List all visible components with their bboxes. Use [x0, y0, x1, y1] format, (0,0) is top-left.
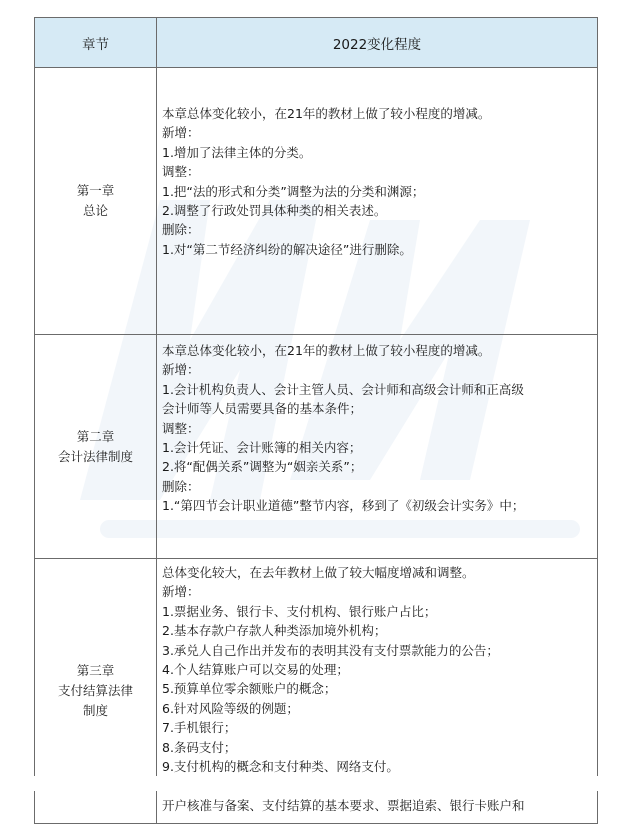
content-line: 本章总体变化较小，在21年的教材上做了较小程度的增减。: [162, 106, 491, 121]
content-line: 9.支付机构的概念和支付种类、网络支付。: [162, 759, 399, 775]
content-line: 调整：: [162, 164, 200, 180]
chapter-number: 第二章: [76, 428, 115, 444]
content-line: 7.手机银行；: [162, 720, 237, 736]
content-line: 1.对“第二节经济纠纷的解决途径”进行删除。: [162, 241, 412, 257]
changes-table: [34, 17, 598, 824]
content-line: 8.条码支付；: [162, 739, 237, 755]
chapter-cell: [35, 68, 157, 335]
content-line: 调整：: [162, 420, 200, 436]
table-row: [35, 335, 598, 559]
table-row: [35, 68, 598, 335]
content-line: 2.基本存款户存款人种类添加境外机构；: [162, 623, 387, 639]
header-chapter: 章节: [35, 18, 157, 68]
content-line: 5.预算单位零余额账户的概念；: [162, 681, 337, 697]
chapter-number: 第一章: [76, 183, 115, 198]
content-line: 总体变化较大，在去年教材上做了较大幅度增减和调整。: [162, 565, 475, 580]
chapter-title: 支付结算法律: [57, 683, 133, 698]
content-line: 1.票据业务、银行卡、支付机构、银行账户占比；: [162, 603, 437, 619]
change-content-cell: [157, 335, 598, 559]
content-line: 新增：: [162, 362, 200, 378]
page-bottom-edge: [0, 776, 640, 791]
content-line: 1.把“法的形式和分类”调整为法的分类和渊源；: [162, 183, 425, 199]
content-line: 删除：: [162, 478, 200, 494]
change-content-cell: [157, 68, 598, 335]
content-line: 本章总体变化较小，在21年的教材上做了较小程度的增减。: [162, 343, 491, 358]
chapter-title: 总论: [82, 203, 108, 218]
content-line: 4.个人结算账户可以交易的处理；: [162, 662, 349, 678]
content-line: 6.针对风险等级的例题；: [162, 700, 299, 716]
content-line: 新增：: [162, 125, 200, 141]
content-line: 2.调整了行政处罚具体种类的相关表述。: [162, 203, 387, 219]
chapter-cell: [35, 335, 157, 559]
table-header-row: [35, 18, 598, 68]
content-line: 开户核准与备案、支付结算的基本要求、票据追索、银行卡账户和: [162, 797, 525, 813]
chapter-title: 会计法律制度: [57, 448, 133, 464]
content-line: 会计师等人员需要具备的基本条件；: [162, 401, 363, 417]
content-line: 1.会计机构负责人、会计主管人员、会计师和高级会计师和正高级: [162, 381, 524, 397]
content-line: 2.将“配偶关系”调整为“姻亲关系”；: [162, 459, 363, 475]
content-line: 1.会计凭证、会计账簿的相关内容；: [162, 440, 362, 456]
header-change-level: 2022变化程度: [157, 18, 598, 68]
content-line: 1.增加了法律主体的分类。: [162, 144, 312, 160]
chapter-number: 第三章: [76, 663, 115, 678]
content-line: 1.“第四节会计职业道德”整节内容，移到了《初级会计实务》中；: [162, 498, 525, 514]
content-line: 删除：: [162, 222, 200, 238]
content-line: 3.承兑人自己作出并发布的表明其没有支付票款能力的公告；: [162, 642, 499, 658]
content-line: 新增：: [162, 584, 200, 600]
chapter-title-cont: 制度: [82, 703, 108, 718]
